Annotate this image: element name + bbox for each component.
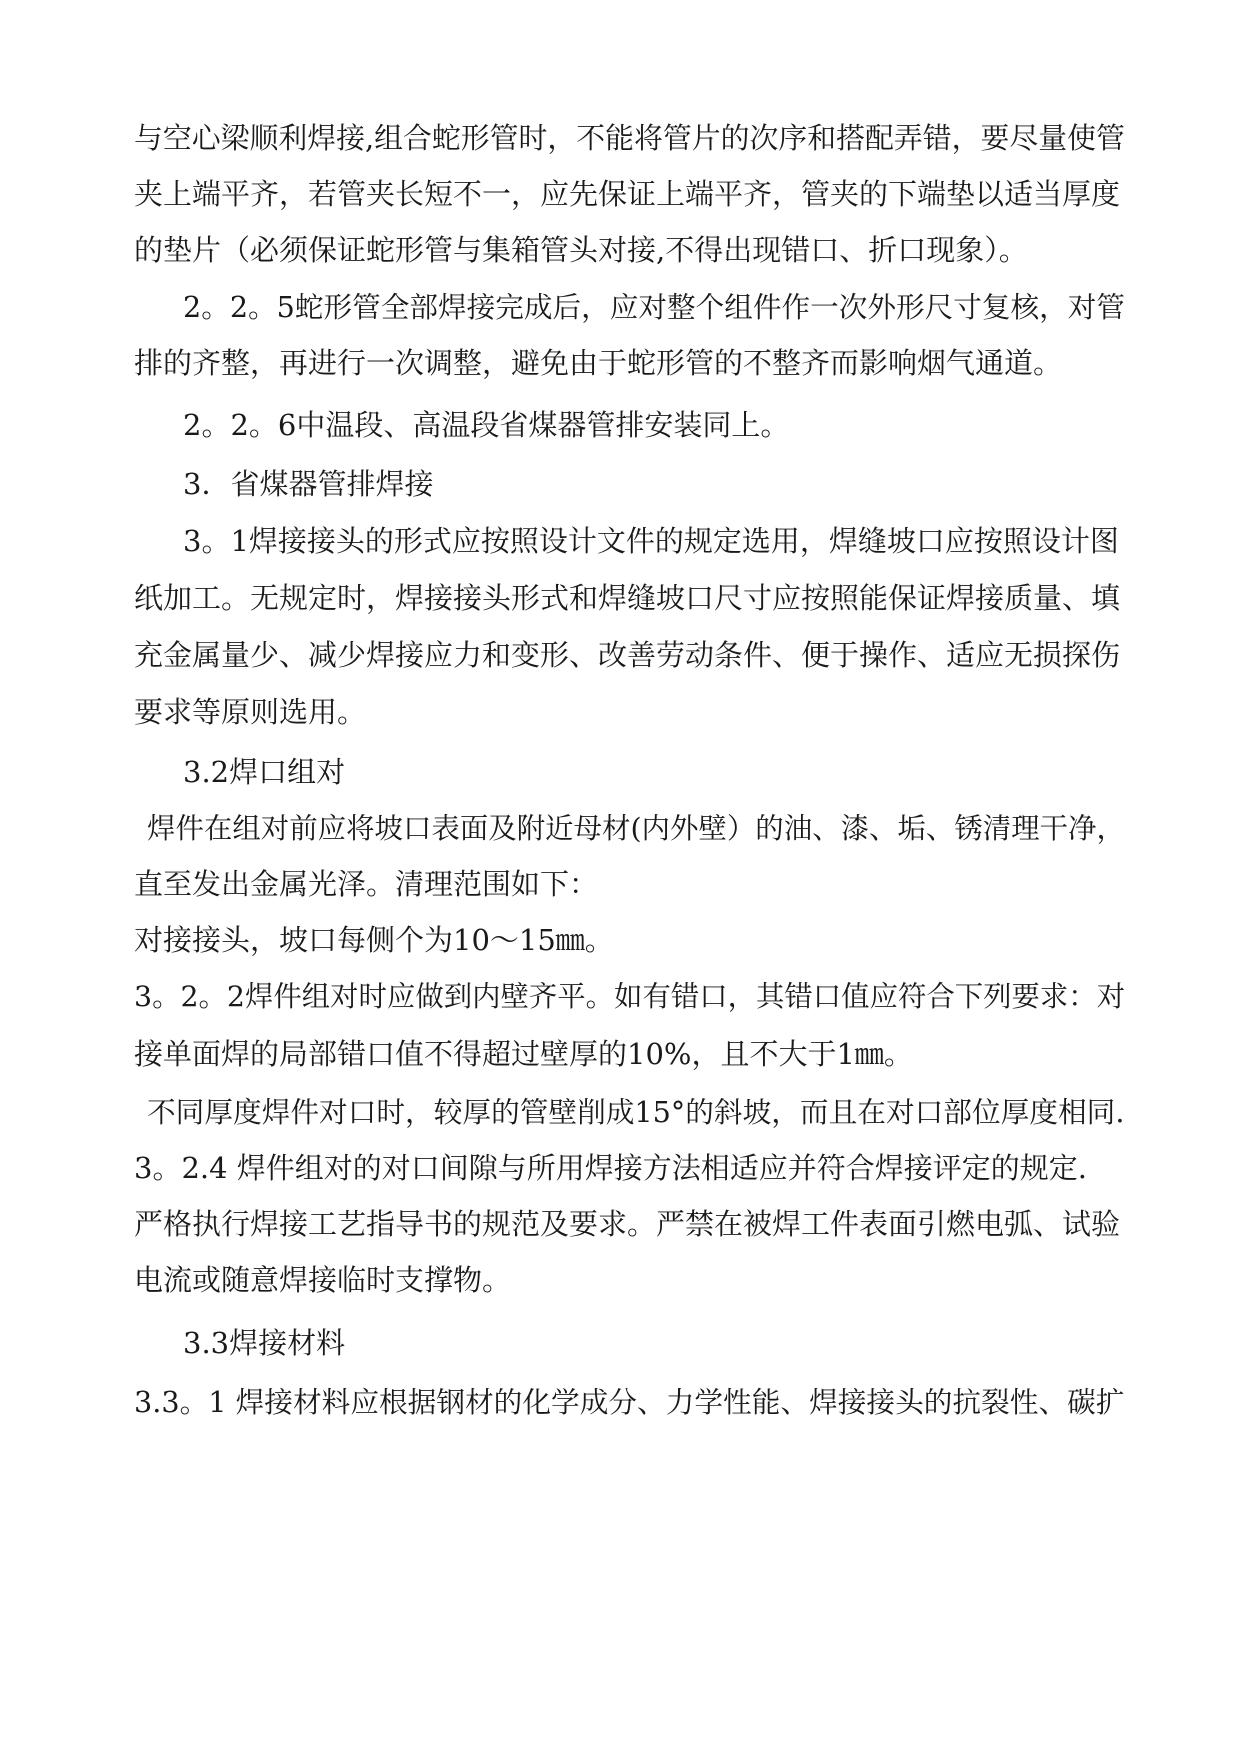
text-line: 的垫片（必须保证蛇形管与集箱管头对接,不得出现错口、折口现象）。 [134, 233, 1028, 267]
text-line: 纸加工。无规定时，焊接接头形式和焊缝坡口尺寸应按照能保证焊接质量、填 [134, 581, 1121, 615]
text-line: 严格执行焊接工艺指导书的规范及要求。严禁在被焊工件表面引燃电弧、试验 [134, 1207, 1121, 1241]
section-heading: 3．省煤器管排焊接 [183, 467, 434, 501]
text-line: 焊件在组对前应将坡口表面及附近母材(内外壁）的油、漆、垢、锈清理干净， [147, 812, 1125, 845]
text-line: 3.3。1 焊接材料应根据钢材的化学成分、力学性能、焊接接头的抗裂性、碳扩 [134, 1385, 1125, 1419]
text-line: 夹上端平齐，若管夹长短不一，应先保证上端平齐，管夹的下端垫以适当厚度 [134, 177, 1121, 211]
text-line: 2。2。6中温段、高温段省煤器管排安装同上。 [183, 408, 790, 442]
text-line: 与空心梁顺利焊接,组合蛇形管时，不能将管片的次序和搭配弄错，要尽量使管 [134, 121, 1125, 155]
text-line: 排的齐整，再进行一次调整，避免由于蛇形管的不整齐而影响烟气通道。 [134, 346, 1063, 380]
text-line: 充金属量少、减少焊接应力和变形、改善劳动条件、便于操作、适应无损探伤 [134, 638, 1121, 672]
text-line: 3。1焊接接头的形式应按照设计文件的规定选用，焊缝坡口应按照设计图 [183, 524, 1119, 558]
subsection-heading: 3.3焊接材料 [183, 1326, 346, 1360]
text-line: 对接接头，坡口每侧个为10～15㎜。 [134, 923, 614, 957]
text-line: 不同厚度焊件对口时，较厚的管壁削成15°的斜坡，而且在对口部位厚度相同. [147, 1095, 1125, 1129]
text-line: 3。2.4 焊件组对的对口间隙与所用焊接方法相适应并符合焊接评定的规定. [134, 1151, 1088, 1185]
text-line: 3。2。2焊件组对时应做到内壁齐平。如有错口，其错口值应符合下列要求：对 [134, 980, 1126, 1013]
subsection-heading: 3.2焊口组对 [183, 755, 346, 789]
text-line: 要求等原则选用。 [134, 695, 367, 729]
text-line: 直至发出金属光泽。清理范围如下： [134, 867, 599, 901]
text-line: 接单面焊的局部错口值不得超过壁厚的10%，且不大于1㎜。 [134, 1037, 913, 1071]
text-line: 电流或随意焊接临时支撑物。 [134, 1263, 512, 1297]
text-line: 2。2。5蛇形管全部焊接完成后，应对整个组件作一次外形尺寸复核，对管 [183, 290, 1126, 324]
